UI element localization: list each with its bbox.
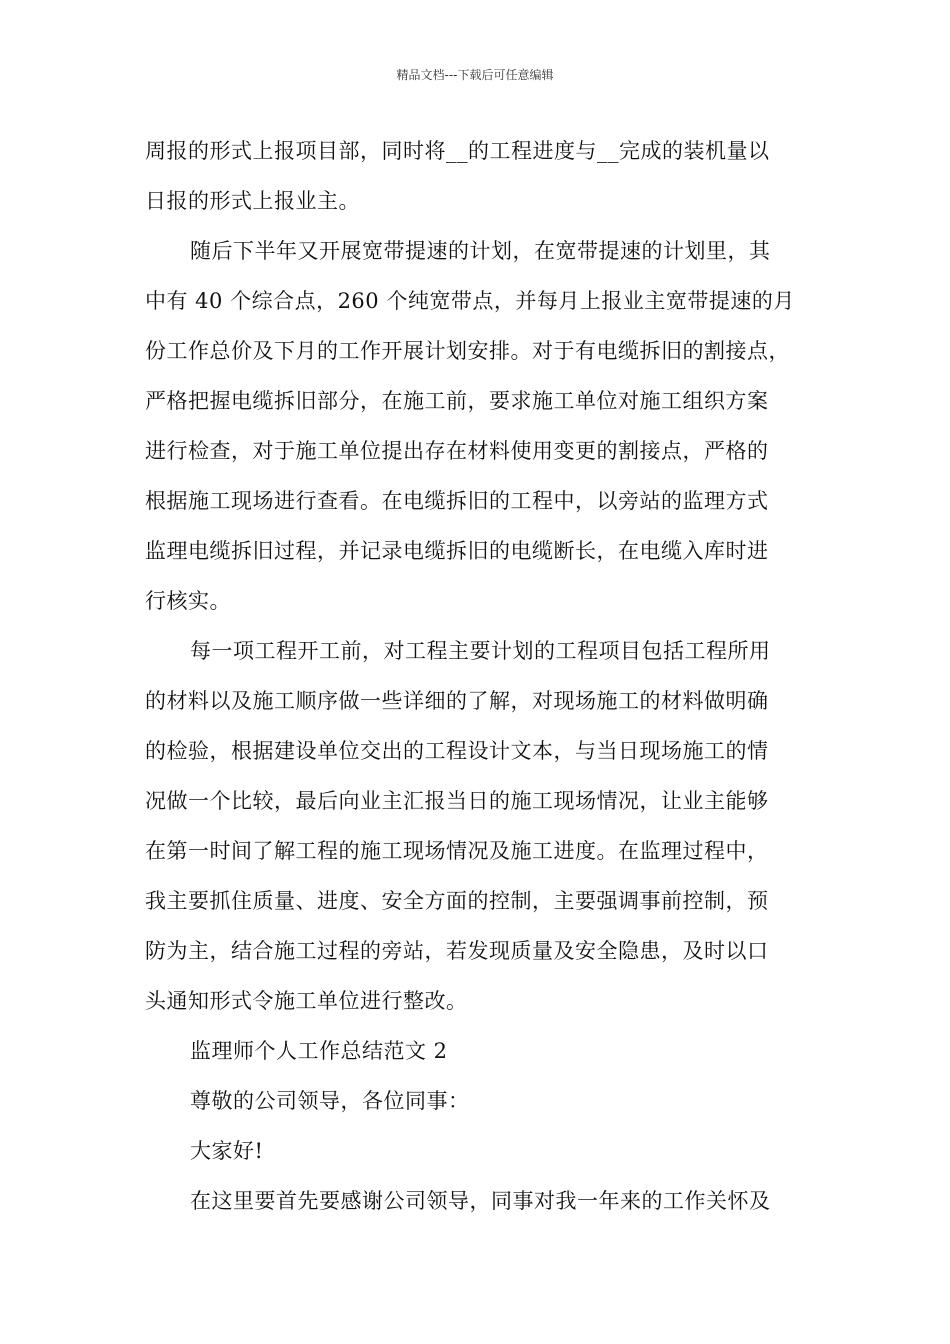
paragraph-line: 况做一个比较，最后向业主汇报当日的施工现场情况，让业主能够 xyxy=(145,789,769,813)
paragraph-line: 每一项工程开工前，对工程主要计划的工程项目包括工程所用 xyxy=(190,639,771,663)
section-heading: 监理师个人工作总结范文 2 xyxy=(190,1039,448,1063)
paragraph-line: 的检验，根据建设单位交出的工程设计文本，与当日现场施工的情 xyxy=(145,739,769,763)
paragraph-line: 根据施工现场进行查看。在电缆拆旧的工程中，以旁站的监理方式 xyxy=(145,489,769,513)
paragraph-line: 头通知形式令施工单位进行整改。 xyxy=(145,989,468,1013)
paragraph-line: 防为主，结合施工过程的旁站，若发现质量及安全隐患，及时以口 xyxy=(145,939,769,963)
page-header: 精品文档---下载后可任意编辑 xyxy=(396,68,554,82)
paragraph-line: 中有 40 个综合点，260 个纯宽带点，并每月上报业主宽带提速的月 xyxy=(145,289,795,313)
paragraph-line: 在这里要首先要感谢公司领导，同事对我一年来的工作关怀及 xyxy=(190,1189,771,1213)
paragraph-line: 严格把握电缆拆旧部分，在施工前，要求施工单位对施工组织方案 xyxy=(145,389,769,413)
paragraph-line: 日报的形式上报业主。 xyxy=(145,189,360,213)
paragraph-line: 行核实。 xyxy=(145,589,231,613)
paragraph-line: 我主要抓住质量、进度、安全方面的控制，主要强调事前控制，预 xyxy=(145,889,769,913)
paragraph-line: 在第一时间了解工程的施工现场情况及施工进度。在监理过程中， xyxy=(145,839,769,863)
paragraph-line: 进行检查，对于施工单位提出存在材料使用变更的割接点，严格的 xyxy=(145,439,769,463)
paragraph-line: 监理电缆拆旧过程，并记录电缆拆旧的电缆断长，在电缆入库时进 xyxy=(145,539,769,563)
paragraph-line: 的材料以及施工顺序做一些详细的了解，对现场施工的材料做明确 xyxy=(145,689,769,713)
paragraph-line: 份工作总价及下月的工作开展计划安排。对于有电缆拆旧的割接点， xyxy=(145,339,790,363)
paragraph-line: 随后下半年又开展宽带提速的计划，在宽带提速的计划里，其 xyxy=(190,239,771,263)
paragraph-line: 周报的形式上报项目部，同时将__的工程进度与__完成的装机量以 xyxy=(145,139,770,163)
greeting: 大家好! xyxy=(190,1139,264,1163)
salutation: 尊敬的公司领导，各位同事： xyxy=(190,1089,470,1113)
